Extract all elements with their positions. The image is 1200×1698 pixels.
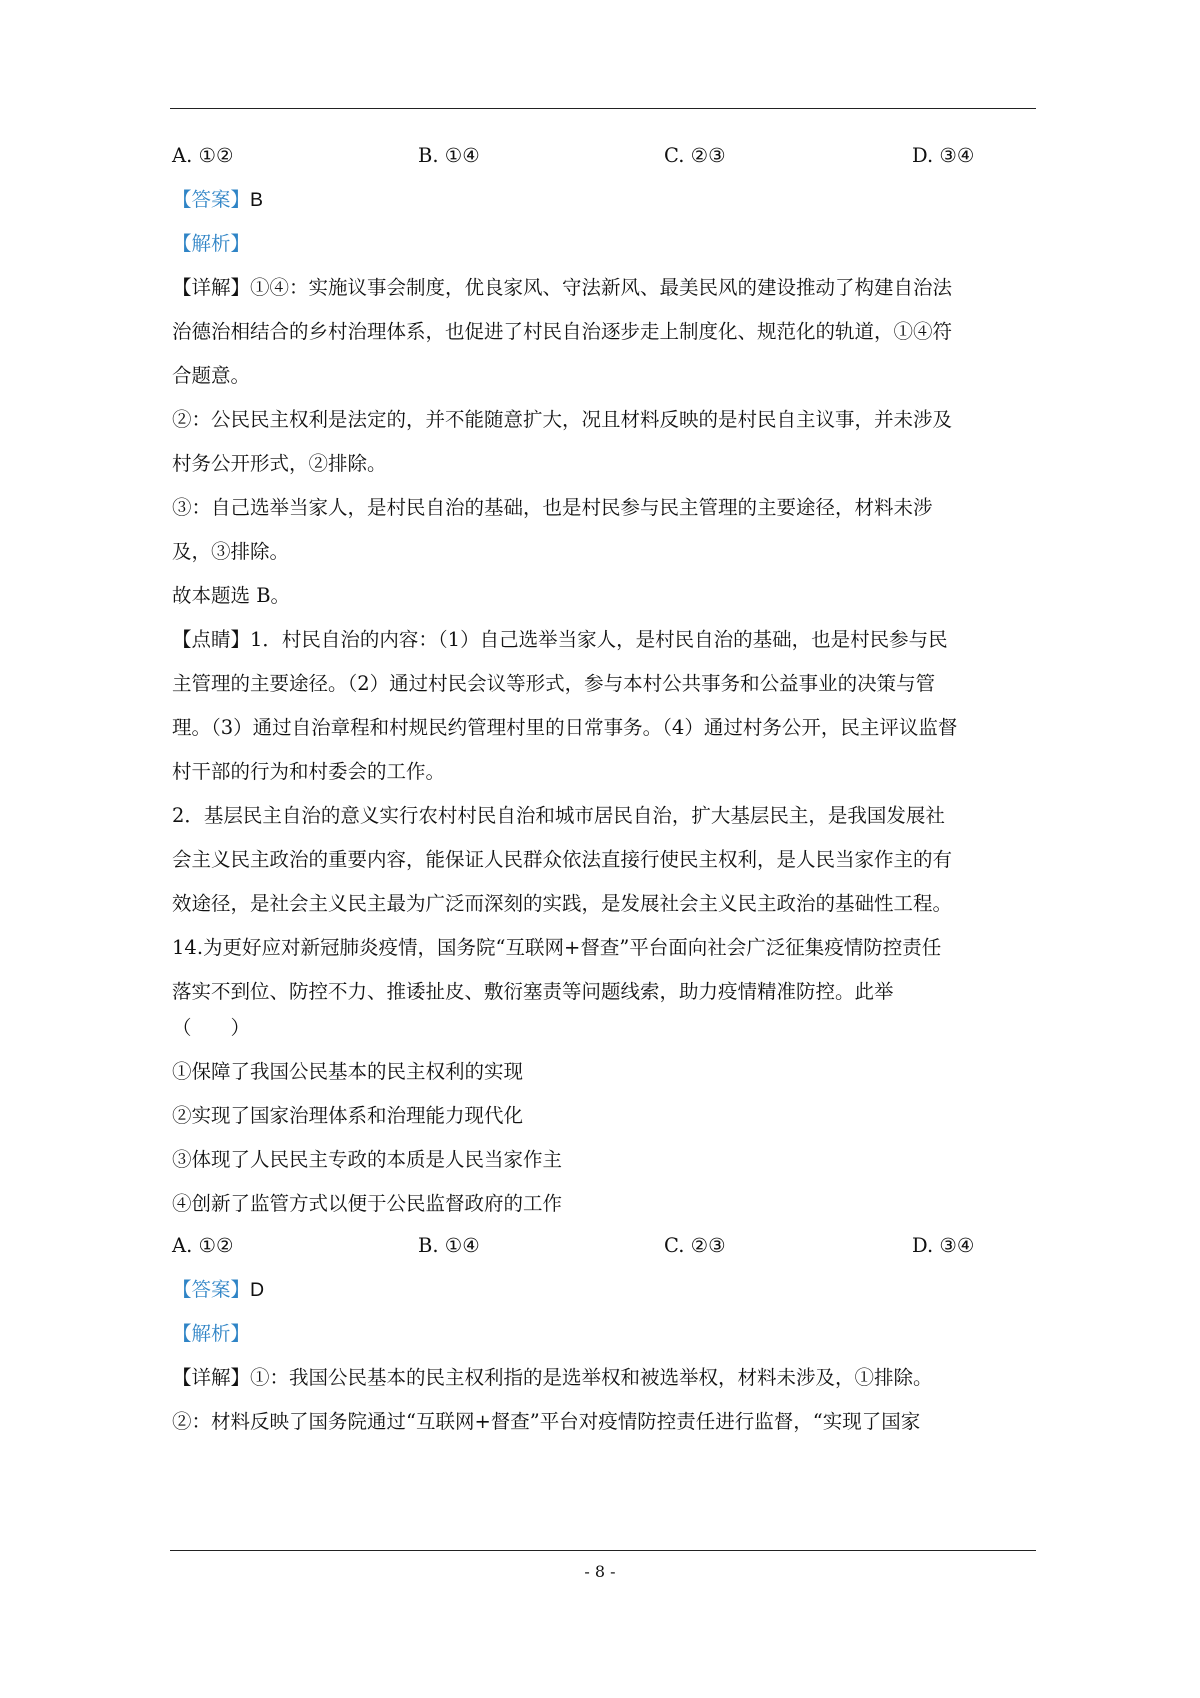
answer-value: B [250,189,264,211]
page-number: - 8 - [584,1562,616,1581]
q13-tip-line: 2．基层民主自治的意义实行农村村民自治和城市居民自治，扩大基层民主，是我国发展社 [172,804,945,827]
detail-text: ①：我国公民基本的民主权利指的是选举权和被选举权，材料未涉及，①排除。 [250,1366,933,1389]
q14-statement-2: ②实现了国家治理体系和治理能力现代化 [172,1104,524,1127]
detail-tag: 【详解】 [172,276,251,299]
q13-tip-line: 效途径，是社会主义民主最为广泛而深刻的实践，是发展社会主义民主政治的基础性工程。 [172,892,953,915]
q14-detail-line: ②：材料反映了国务院通过“互联网+督查”平台对疫情防控责任进行监督，“实现了国家 [172,1410,921,1433]
q14-detail-line [172,1363,933,1393]
answer-tag: 【答案】 [172,188,251,211]
q13-analysis-tag: 【解析】 [172,232,251,255]
tip-text: 1．村民自治的内容：（1）自己选举当家人，是村民自治的基础，也是村民参与民 [250,628,948,651]
q14-stem-line: 14.为更好应对新冠肺炎疫情，国务院“互联网+督查”平台面向社会广泛征集疫情防控责任 [172,936,942,959]
q13-tip-line: 主管理的主要途径。（2）通过村民会议等形式，参与本村公共事务和公益事业的决策与管 [172,672,936,695]
q14-answer-blank: （ ） [172,1016,251,1039]
q14-option-a: A. ①② [172,1234,234,1257]
answer-value: D [250,1279,265,1301]
q13-detail-line: 治德治相结合的乡村治理体系，也促进了村民自治逐步走上制度化、规范化的轨道，①④符 [172,320,953,343]
q13-option-b: B. ①④ [418,144,480,167]
q13-detail-line: ②：公民民主权利是法定的，并不能随意扩大，况且材料反映的是村民自主议事，并未涉及 [172,408,953,431]
q14-answer [172,1275,264,1305]
q13-detail-line: 村务公开形式，②排除。 [172,452,387,475]
answer-tag: 【答案】 [172,1278,251,1301]
q13-option-d: D. ③④ [912,144,975,167]
q14-statement-4: ④创新了监管方式以便于公民监督政府的工作 [172,1192,563,1215]
tip-tag: 【点睛】 [172,628,251,651]
q14-statement-3: ③体现了人民民主专政的本质是人民当家作主 [172,1148,563,1171]
q13-option-c: C. ②③ [664,144,726,167]
q14-statement-1: ①保障了我国公民基本的民主权利的实现 [172,1060,524,1083]
q14-option-d: D. ③④ [912,1234,975,1257]
q13-tip-line: 村干部的行为和村委会的工作。 [172,760,446,783]
detail-tag: 【详解】 [172,1366,251,1389]
q13-tip-line [172,625,948,655]
q14-option-c: C. ②③ [664,1234,726,1257]
q14-stem-line: 落实不到位、防控不力、推诿扯皮、敷衍塞责等问题线索，助力疫情精准防控。此举 [172,980,894,1003]
q13-detail-line [172,273,952,303]
q13-detail-line: 合题意。 [172,364,251,387]
q13-option-a: A. ①② [172,144,234,167]
q13-detail-line: ③：自己选举当家人，是村民自治的基础，也是村民参与民主管理的主要途径，材料未涉 [172,496,933,519]
detail-text: ①④：实施议事会制度，优良家风、守法新风、最美民风的建设推动了构建自治法 [250,276,953,299]
q14-analysis-tag: 【解析】 [172,1322,251,1345]
footer-rule [170,1550,1036,1551]
q13-conclusion: 故本题选 B。 [172,584,291,607]
q13-detail-line: 及，③排除。 [172,540,290,563]
q13-tip-line: 理。（3）通过自治章程和村规民约管理村里的日常事务。（4）通过村务公开，民主评议监督 [172,716,958,739]
q13-answer [172,185,263,215]
q14-option-b: B. ①④ [418,1234,480,1257]
q13-tip-line: 会主义民主政治的重要内容，能保证人民群众依法直接行使民主权利，是人民当家作主的有 [172,848,953,871]
header-rule [170,108,1036,109]
